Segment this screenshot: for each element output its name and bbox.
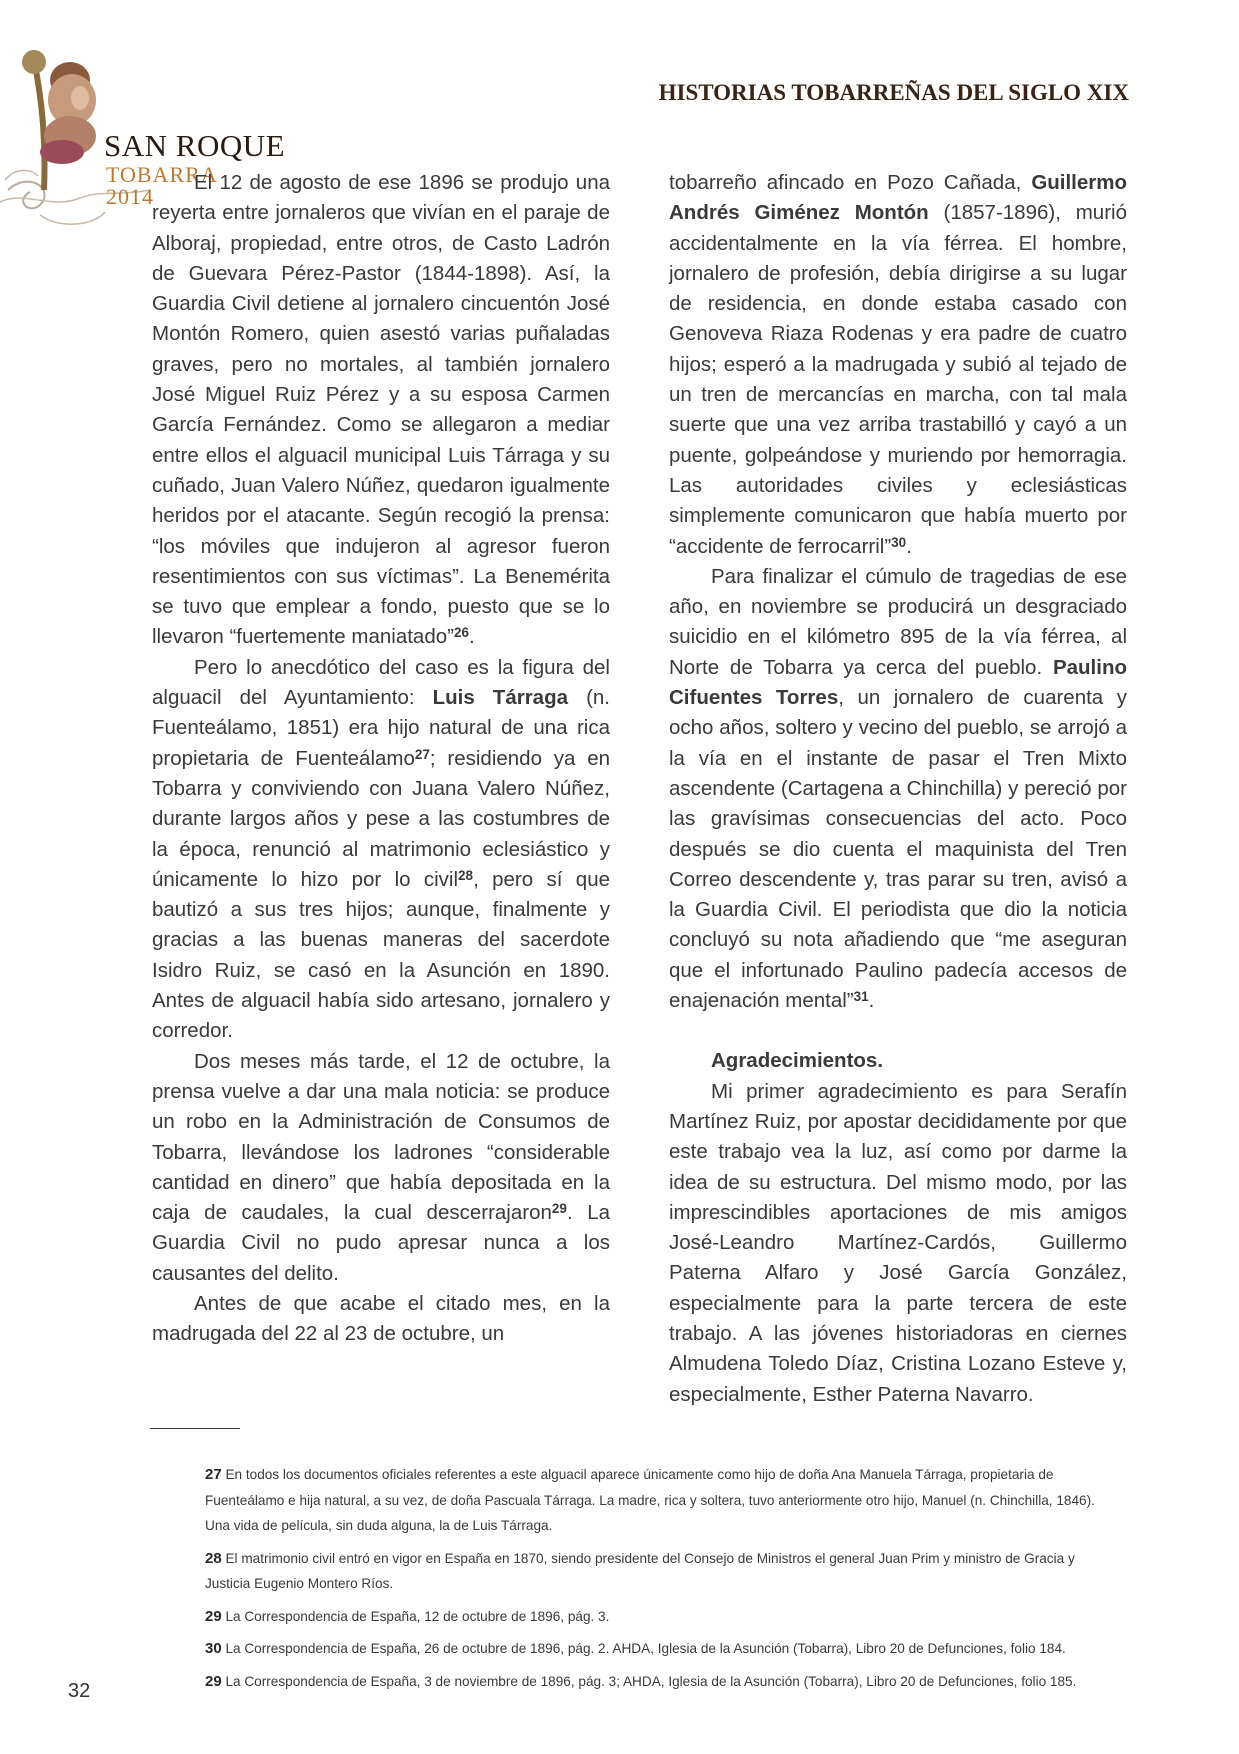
paragraph: Dos meses más tarde, el 12 de octubre, la prensa vuelve a dar una mala noticia: se produce un robo en la Administración de Consumos de Tobarra, llevándose los ladrones “considerable cantidad en dinero” que había depositada en la caja de caudales, la cual descerrajaron$^{29}$. La Guardia Civil no pudo apresar nunca a los causantes del delito. [152, 1049, 611, 1285]
logo-year: 2014 [106, 184, 154, 209]
footnote: 30 La Correspondencia de España, 26 de octubre de 1896, pág. 2. AHDA, Iglesia de la Asunción (Tobarra), Libro 20 de Defunciones, folio 184. [205, 1640, 1066, 1657]
section-heading: Agradecimientos. [711, 1049, 884, 1073]
paragraph: Mi primer agradecimiento es para Serafín Martínez Ruiz, por apostar decididamente por que este trabajo vea la luz, así como por darme la idea de su estructura. Del mismo modo, por las imprescindibles aportaciones de mis amigos José-Leandro Martínez-Cardós, Guillermo Paterna Alfaro y José García González, especialmente para la parte tercera de este trabajo. A las jóvenes historiadoras en ciernes Almudena Toledo Díaz, Cristina Lozano Esteve y, especialmente, Esther Paterna Navarro. [669, 1079, 1127, 1406]
footnote-ref: 26 [453, 625, 469, 641]
footnote-number: 30 [205, 1640, 222, 1657]
right-column [669, 168, 1127, 1410]
footnote-ref: 27 [414, 746, 430, 762]
footnote-number: 29 [205, 1607, 222, 1625]
paragraph: Antes de que acabe el citado mes, en la madrugada del 22 al 23 de octubre, un [152, 1291, 610, 1346]
footnote-number: 28 [205, 1549, 222, 1567]
bold-name: Luis Tárraga [432, 686, 569, 710]
running-head: HISTORIAS TOBARREÑAS DEL SIGLO XIX [658, 80, 1129, 105]
footnote: 29 La Correspondencia de España, 3 de noviembre de 1896, pág. 3; AHDA, Iglesia de la Asunción (Tobarra), Libro 20 de Defunciones, folio 185. [205, 1672, 1077, 1690]
footnote-ref: 28 [458, 867, 474, 883]
footnote: 28 El matrimonio civil entró en vigor en España en 1870, siendo presidente del Consejo de Ministros el general Juan Prim y ministro de Gracia y Justicia Eugenio Montero Ríos. [205, 1549, 1075, 1591]
page-number: 32 [68, 1680, 91, 1702]
logo-title: SAN ROQUE [104, 128, 286, 163]
footnote: 29 La Correspondencia de España, 12 de octubre de 1896, pág. 3. [205, 1607, 610, 1625]
footnote-number: 27 [205, 1466, 222, 1483]
footnotes [205, 1462, 1123, 1701]
footnote-ref: 31 [853, 989, 869, 1005]
paragraph: Pero lo anecdótico del caso es la figura del alguacil del Ayuntamiento: Luis Tárraga (n. Fuenteálamo, 1851) era hijo natural de una rica propietaria de Fuenteálamo$^{27}$; residiendo ya en Tobarra y conviviendo con Juana Valero Núñez, durante largos años y pese a las costumbres de la época, renunció al matrimonio eclesiástico y únicamente lo hizo por lo civil$^{28}$, pero sí que bautizó a sus tres hijos; aunque, finalmente y gracias a las buenas maneras del sacerdote Isidro Ruiz, se casó en la Asunción en 1890. Antes de alguacil había sido artesano, jornalero y corredor. [152, 655, 611, 1043]
bold-name: Guillermo Andrés Giménez Montón [669, 171, 1127, 225]
footnote: 27 En todos los documentos oficiales referentes a este alguacil aparece únicamente como hijo de doña Ana Manuela Tárraga, propietaria de Fuenteálamo e hija natural, a su vez, de doña Pascuala Tárraga. La madre, rica y soltera, tuvo anteriormente otro hijo, Manuel (n. Chinchilla, 1846). Una vida de película, sin duda alguna, la de Luis Tárraga. [205, 1466, 1095, 1533]
footnote-ref: 29 [551, 1201, 567, 1217]
paragraph: tobarreño afincado en Pozo Cañada, Guillermo Andrés Giménez Montón (1857-1896), murió accidentalmente en la vía férrea. El hombre, jornalero de profesión, debía dirigirse a su lugar de residencia, en donde estaba casado con Genoveva Riaza Rodenas y era padre de cuatro hijos; esperó a la madrugada y subió al tejado de un tren de mercancías en marcha, con tal mala suerte que una vez arriba trastabilló y cayó a un puente, golpeándose y muriendo por hemorragia. Las autoridades civiles y eclesiásticas simplemente comunicaron que había muerto por “accidente de ferrocarril”$^{30}$. [669, 171, 1127, 558]
left-column [152, 168, 610, 1350]
footnote-ref: 30 [891, 534, 907, 550]
bold-name: Paulino Cifuentes Torres [669, 655, 1127, 710]
paragraph: Para finalizar el cúmulo de tragedias de ese año, en noviembre se producirá un desgraciado suicidio en el kilómetro 895 de la vía férrea, al Norte de Tobarra ya cerca del pueblo. Paulino Cifuentes Torres, un jornalero de cuarenta y ocho años, soltero y vecino del pueblo, se arrojó a la vía en el instante de pasar el Tren Mixto ascendente (Cartagena a Chinchilla) y pereció por las gravísimas consecuencias del acto. Poco después se dio cuenta el maquinista del Tren Correo descendente y, tras parar su tren, avisó a la Guardia Civil. El periodista que dio la noticia concluyó su nota añadiendo que “me aseguran que el infortunado Paulino padecía accesos de enajenación mental”$^{31}$. [669, 564, 1127, 1013]
paragraph: El 12 de agosto de ese 1896 se produjo una reyerta entre jornaleros que vivían en el paraje de Alboraj, propiedad, entre otros, de Casto Ladrón de Guevara Pérez-Pastor (1844-1898). Así, la Guardia Civil detiene al jornalero cincuentón José Montón Romero, quien asestó varias puñaladas graves, pero no mortales, al también jornalero José Miguel Ruiz Pérez y a su esposa Carmen García Fernández. Como se allegaron a mediar entre ellos el alguacil municipal Luis Tárraga y su cuñado, Juan Valero Núñez, quedaron igualmente heridos por el atacante. Según recogió la prensa: “los móviles que indujeron al agresor fueron resentimientos con sus víctimas”. La Benemérita se tuvo que emplear a fondo, puesto que se lo llevaron “fuertemente maniatado”$^{26}$. [152, 171, 610, 649]
footnote-separator [150, 1428, 240, 1429]
footnote-number: 29 [205, 1672, 222, 1690]
logo-town: TOBARRA [106, 162, 218, 187]
